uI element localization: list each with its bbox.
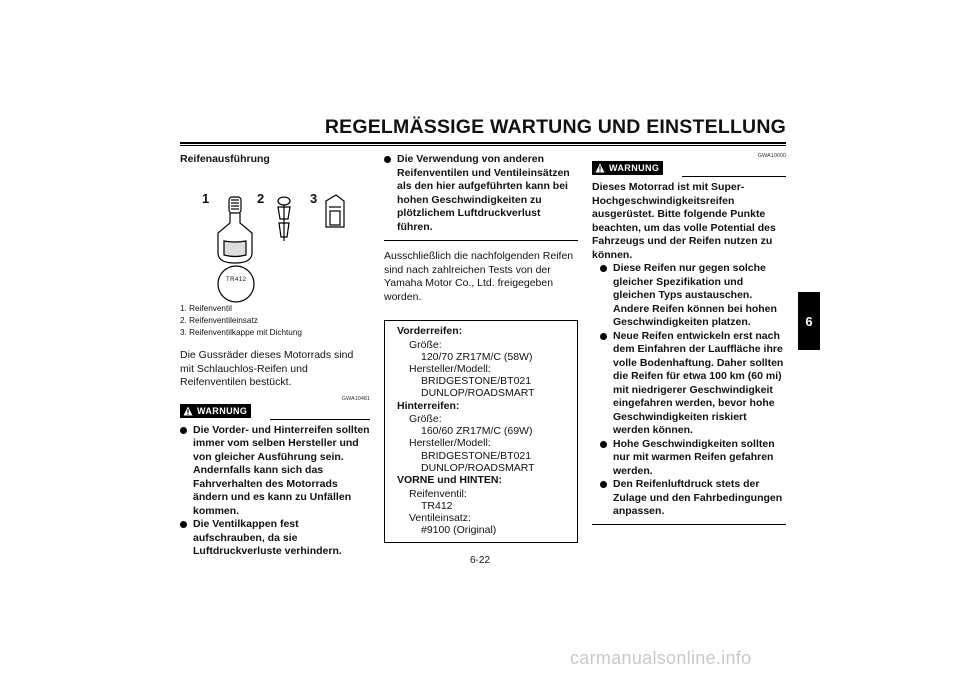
front-model: DUNLOP/ROADSMART (421, 387, 535, 400)
manufacturer-label: Hersteller/Modell: (409, 437, 491, 450)
warning-item: Die Ventilkappen fest aufschrauben, da sie Luftdruckverluste verhindern. (180, 518, 370, 559)
bullet-icon (180, 427, 187, 434)
chapter-tab: 6 (798, 292, 820, 350)
approval-paragraph: Ausschließlich die nachfolgenden Reifen sind nach zahlreichen Tests von der Yamaha Motor Co., Ltd. freigegeben worden. (384, 250, 574, 303)
manufacturer-label: Hersteller/Modell: (409, 362, 491, 375)
rear-model: BRIDGESTONE/BT021 (421, 449, 532, 462)
bullet-icon (600, 441, 607, 448)
bullet-icon (600, 333, 607, 340)
warning-header (592, 159, 786, 181)
warning-item: Den Reifenluftdruck stets der Zulage und den Fahrbedingungen anpassen. (600, 478, 786, 519)
column-right (592, 153, 786, 525)
rear-size: 160/60 ZR17M/C (69W) (421, 425, 533, 438)
warning-badge (592, 161, 663, 175)
bullet-icon (180, 521, 187, 528)
front-tire-heading: Vorderreifen: (397, 325, 463, 337)
valve-label: Reifenventil: (409, 487, 467, 500)
size-label: Größe: (409, 413, 442, 426)
figure-legend (180, 303, 370, 339)
size-label: Größe: (409, 338, 442, 351)
warning-item: Neue Reifen entwickeln erst nach dem Einfahren der Lauffläche ihre volle Bodenhaftung. Daher sollten die Reifen für etwa 100 km (60 mi) mit niedrigerer Geschwindigkeit eingefahren werden, bevor hohe Geschwindigkeiten riskiert werden können. (600, 330, 786, 438)
warning-end-rule (384, 240, 578, 241)
front-model: BRIDGESTONE/BT021 (421, 375, 532, 388)
figure-callout-3: 3 (310, 191, 318, 206)
column-middle (384, 153, 578, 543)
legend-item: 3. Reifenventilkappe mit Dichtung (180, 328, 302, 337)
warning-header (180, 402, 370, 424)
warning-item: Die Verwendung von anderen Reifenventilen und Ventileinsätzen als den hier aufgeführten kann bei hohen Geschwindigkeiten zu plötzlichem Luftdruckverlust führen. (384, 153, 578, 234)
bullet-icon (384, 156, 391, 163)
warning-item: Die Vorder- und Hinterreifen sollten immer vom selben Hersteller und von gleicher Ausführung sein. Andernfalls kann sich das Fahrverhalten des Motorrads ändern und es kann zu Unfällen kommen. (180, 424, 370, 519)
valve-figure (180, 171, 370, 303)
bullet-icon (600, 481, 607, 488)
page-title: REGELMÄSSIGE WARTUNG UND EINSTELLUNG (324, 116, 786, 138)
warning-item: Diese Reifen nur gegen solche gleicher Spezifikation und gleichen Typs austauschen. Andere Reifen können bei hohen Geschwindigkeiten platzen. (600, 262, 786, 330)
insert-value: #9100 (Original) (421, 524, 497, 537)
warning-badge (180, 404, 251, 418)
warning-intro: Dieses Motorrad ist mit Super-Hochgeschwindigkeitsreifen ausgerüstet. Bitte folgende Punkte beachten, um das volle Potential des Fahrzeugs und der Reifen nutzen zu können. (592, 181, 776, 261)
warning-item: Hohe Geschwindigkeiten sollten nur mit warmen Reifen gefahren werden. (600, 438, 786, 479)
warning-end-rule (592, 524, 786, 525)
rear-tire-heading: Hinterreifen: (397, 399, 460, 412)
warning-rule (270, 419, 370, 420)
warning-list (592, 262, 786, 519)
warning-rule (682, 176, 786, 177)
title-rule (180, 142, 786, 144)
column-left (180, 153, 370, 559)
bullet-icon (600, 265, 607, 272)
legend-item: 2. Reifenventileinsatz (180, 316, 258, 325)
section-heading: Reifenausführung (180, 153, 270, 165)
warning-list (180, 424, 370, 559)
insert-label: Ventileinsatz: (409, 511, 471, 524)
valve-value: TR412 (421, 499, 453, 512)
warning-code: GWA10600 (757, 153, 786, 159)
warning-label: WARNUNG (609, 163, 660, 173)
warning-triangle-icon (595, 163, 605, 173)
figure-callout-2: 2 (257, 191, 265, 206)
warning-triangle-icon (183, 406, 193, 416)
legend-item: 1. Reifenventil (180, 304, 232, 313)
page-number: 6-22 (469, 555, 490, 566)
rear-model: DUNLOP/ROADSMART (421, 461, 535, 474)
figure-callout-1: 1 (202, 191, 210, 206)
watermark: carmanualsonline.info (570, 648, 752, 668)
title-rule-thin (180, 145, 786, 146)
intro-paragraph: Die Gussräder dieses Motorrads sind mit Schlauchlos-Reifen und Reifenventilen bestückt. (180, 349, 354, 388)
both-heading: VORNE und HINTEN: (397, 474, 502, 487)
warning-code: GWA10481 (341, 395, 370, 402)
tire-marking-text: TR412 (226, 277, 247, 283)
front-size: 120/70 ZR17M/C (58W) (421, 350, 533, 363)
warning-label: WARNUNG (197, 405, 248, 416)
valve-illustration (180, 171, 370, 303)
tire-spec-box (384, 320, 578, 543)
